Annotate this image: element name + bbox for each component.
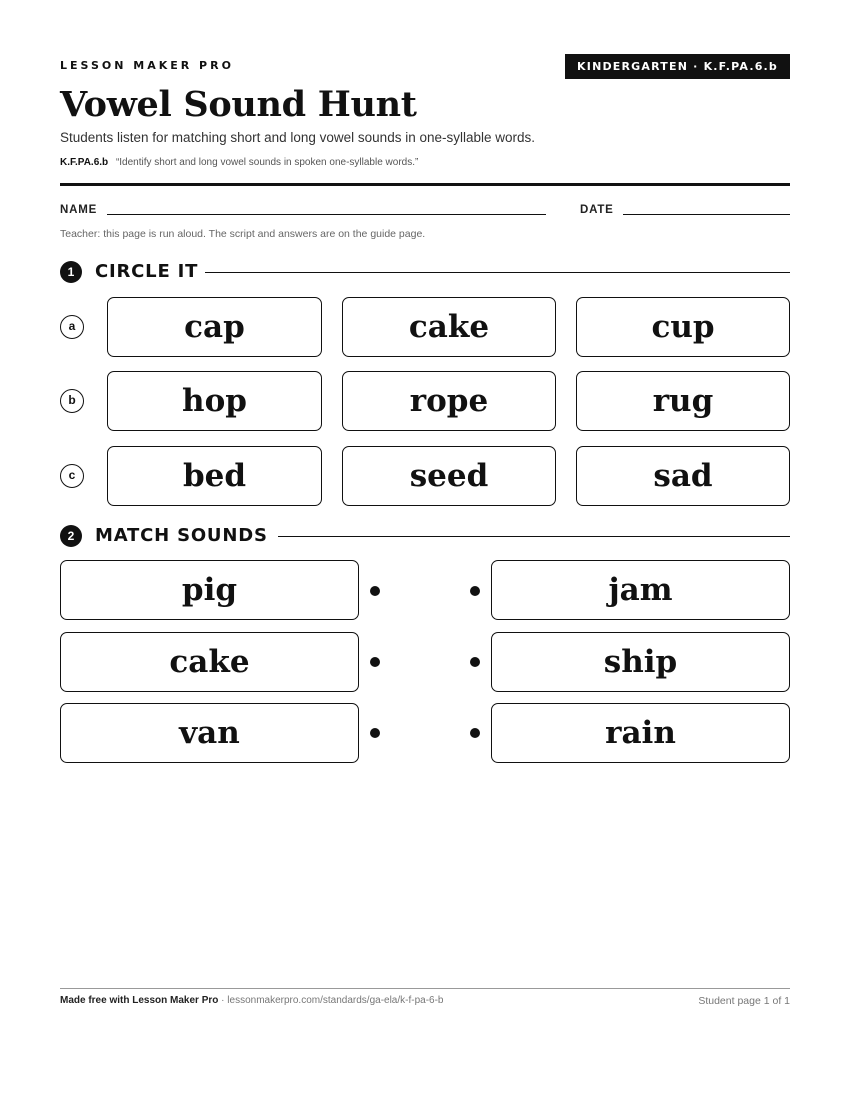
footer-divider <box>60 988 790 989</box>
footer-made: Made free with Lesson Maker Pro <box>60 995 219 1006</box>
section-circle-it <box>60 260 790 284</box>
section-rule <box>205 272 790 273</box>
teacher-note: Teacher: this page is run aloud. The script and answers are on the guide page. <box>60 228 426 240</box>
word-card[interactable]: cup <box>576 297 790 357</box>
name-field[interactable] <box>107 214 546 215</box>
match-right-dot[interactable] <box>470 728 480 738</box>
word-card[interactable]: rope <box>342 371 556 431</box>
worksheet-page <box>60 0 790 1100</box>
match-right-card[interactable]: rain <box>491 703 790 763</box>
footer-separator: · <box>218 995 228 1006</box>
standard-line <box>60 157 418 168</box>
match-left-card[interactable]: van <box>60 703 359 763</box>
match-right-dot[interactable] <box>470 586 480 596</box>
section-number: 2 <box>60 525 82 547</box>
footer-credit <box>60 995 444 1006</box>
row-label-a: a <box>60 315 84 339</box>
section-title: CIRCLE IT <box>95 261 199 282</box>
word-card[interactable]: bed <box>107 446 322 506</box>
footer-page-number: Student page 1 of 1 <box>698 995 790 1007</box>
grade-badge: KINDERGARTEN · K.F.PA.6.b <box>565 54 790 79</box>
header-divider <box>60 183 790 186</box>
word-card[interactable]: hop <box>107 371 322 431</box>
word-card[interactable]: cake <box>342 297 556 357</box>
word-card[interactable]: seed <box>342 446 556 506</box>
match-left-dot[interactable] <box>370 728 380 738</box>
match-right-card[interactable]: jam <box>491 560 790 620</box>
word-card[interactable]: sad <box>576 446 790 506</box>
footer-url[interactable]: lessonmakerpro.com/standards/ga-ela/k-f-pa-6-b <box>227 995 444 1006</box>
page-title: Vowel Sound Hunt <box>60 84 417 125</box>
section-number: 1 <box>60 261 82 283</box>
match-left-card[interactable]: cake <box>60 632 359 692</box>
date-label: DATE <box>580 204 614 216</box>
section-rule <box>278 536 790 537</box>
match-left-card[interactable]: pig <box>60 560 359 620</box>
match-right-card[interactable]: ship <box>491 632 790 692</box>
name-label: NAME <box>60 204 98 216</box>
section-match-sounds <box>60 524 790 548</box>
row-label-c: c <box>60 464 84 488</box>
standard-code: K.F.PA.6.b <box>60 157 109 168</box>
date-field[interactable] <box>623 214 790 215</box>
match-left-dot[interactable] <box>370 657 380 667</box>
brand-name: LESSON MAKER PRO <box>60 59 234 72</box>
word-card[interactable]: rug <box>576 371 790 431</box>
match-right-dot[interactable] <box>470 657 480 667</box>
word-card[interactable]: cap <box>107 297 322 357</box>
page-subtitle: Students listen for matching short and long vowel sounds in one-syllable words. <box>60 130 536 145</box>
section-title: MATCH SOUNDS <box>95 525 268 546</box>
row-label-b: b <box>60 389 84 413</box>
match-left-dot[interactable] <box>370 586 380 596</box>
standard-text: “Identify short and long vowel sounds in spoken one-syllable words.” <box>115 157 419 168</box>
